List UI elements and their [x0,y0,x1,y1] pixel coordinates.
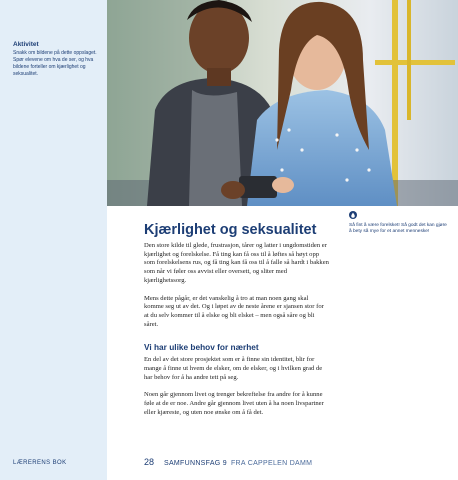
body-paragraph: Noen går gjennom livet og trenger bekreftelse fra andre for å kunne føle at de er noe. Andre går gjennom livet uten å ha noen livspartner eller kjæreste, og uten noe ønske om å få det. [144,391,324,416]
teacher-book-label: LÆRERENS BOK [13,460,67,466]
page-footer [144,457,312,467]
margin-note-text: Så fint å være forelsket! Så godt det kan gjøre å bety så mye for et annet menneske! [349,223,447,235]
publisher-label: FRA CAPPELEN DAMM [230,460,313,467]
photo-illustration [107,0,458,206]
body-paragraph: En del av det store prosjektet som er å finne sin identitet, blir for mange å finne ut hvem de elsker, om de elsker, og i hvilken grad de har behov for å ha andre tett på seg. [144,356,323,381]
section-subheading: Vi har ulike behov for nærhet [144,342,259,353]
activity-text: Snakk om bildene på dette oppslaget. Spør elevene om hva de ser, og hva bildene forteller om kjærlighet og seksualitet. [13,50,97,77]
page-number: 28 [144,457,155,467]
book-title: SAMFUNNSFAG 9 [163,460,227,467]
chapter-title: Kjærlighet og seksualitet [144,222,317,238]
drop-icon [349,211,357,219]
teacher-sidebar [0,0,107,480]
body-paragraph: Den store kilde til glede, frustrasjon, tårer og latter i ungdomstiden er kjærlighet og forelskelse. Få ting kan få oss til å løftes så høyt opp som forelskelsens rus, og få ting kan få oss til å falle så hardt i bakken som når vi føler oss avvist eller oversett, og sliter med kjærlighetssorg. [144,242,329,284]
main-text-column [144,221,329,418]
body-paragraph: Mens dette pågår, er det vanskelig å tro at man noen gang skal komme seg ut av det. Og i løpet av de neste årene er sjansen stor for at du selv kommer til å elske og bli elsket – men også såre og bli såret. [144,294,324,328]
teens-on-bus-photo [107,0,458,206]
activity-title: Aktivitet [13,41,39,48]
margin-note [349,211,449,236]
